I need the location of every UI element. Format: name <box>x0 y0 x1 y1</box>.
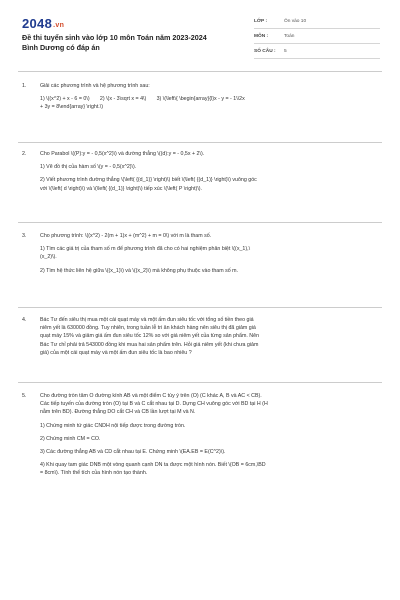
divider <box>18 142 382 143</box>
question-intro-line: Các tiếp tuyến của đường tròn (O) tại B và C cắt nhau tại D. Dựng CH vuông góc với BD tại H (H <box>40 401 268 408</box>
meta-row-subject <box>254 29 380 44</box>
sub-question-3: 3) Các đường thẳng AB và CD cắt nhau tại E. Chứng minh \(EA.EB = E(C^2)\). <box>40 449 226 456</box>
sub-question-4-continued: = 8cm\). Tính thể tích của hình nón tạo thành. <box>40 470 148 477</box>
divider <box>18 222 382 223</box>
meta-row-class <box>254 14 380 29</box>
exam-title <box>22 33 247 52</box>
question-line: Bác Tư chỉ phải trả 543000 đồng khi mua hai sản phẩm trên. Hỏi giá niêm yết (khi chưa giảm <box>40 341 259 348</box>
sub-question-2: 2) Tìm hệ thức liên hệ giữa \((x_1)\) và \((x_2)\) mà không phụ thuộc vào tham số m. <box>40 267 239 274</box>
header <box>0 0 400 68</box>
meta-label: LỚP : <box>254 18 268 24</box>
sub-question-2: 2) Chứng minh CM = CO. <box>40 435 101 442</box>
part-3: 3) \(\left\{ \begin{array}{l}x - y = - 1\\2x <box>156 96 245 103</box>
divider <box>18 382 382 383</box>
site-logo[interactable] <box>22 16 64 31</box>
question-body <box>40 232 376 275</box>
question-body <box>40 82 376 112</box>
question-number: 3. <box>22 233 27 239</box>
meta-label: SỐ CÂU : <box>254 48 276 54</box>
sub-question-4: 4) Khi quay tam giác DNB một vòng quanh cạnh DN ta được một hình nón. Biết \(OB = 6cm,\BD <box>40 462 266 469</box>
question-intro-line: nằm trên BD). Đường thẳng DO cắt CH và CB lần lượt tại M và N. <box>40 409 196 416</box>
question-line: niêm yết là 630000 đồng. Tuy nhiên, trong tuần lễ tri ân khách hàng nên siêu thị đã giảm giá <box>40 325 256 332</box>
meta-label: MÔN : <box>254 33 269 39</box>
question-intro: Giải các phương trình và hệ phương trình sau: <box>40 83 150 89</box>
sub-question-1: 1) Vẽ đồ thị của hàm số \(y = - 0,5(x^2)\). <box>40 164 137 171</box>
sub-question-2-continued: với \(\left( d \right)\) và \(\left( {(d_1)} \right)\) tiếp xúc \(\left( P \right)\). <box>40 185 203 192</box>
question-line: giá) của một cái quạt máy và một ấm đun siêu tốc là bao nhiêu ? <box>40 349 192 356</box>
question-number: 5. <box>22 393 27 399</box>
question-line: Bác Tư đến siêu thị mua một cái quạt máy và một ấm đun siêu tốc với tổng số tiền theo giá <box>40 317 254 323</box>
title-line-1: Đề thi tuyển sinh vào lớp 10 môn Toán năm 2023-2024 <box>22 33 207 42</box>
meta-row-count <box>254 44 380 59</box>
part-3-continued: + 3y = 8\end{array} \right.\) <box>40 104 104 111</box>
question-number: 2. <box>22 151 27 157</box>
sub-question-1: 1) Chứng minh tứ giác CNDH nội tiếp được trong đường tròn. <box>40 422 186 429</box>
part-1: 1) \((x^2) + x - 6 = 0\) <box>40 96 90 103</box>
question-intro: Cho Parabol \((P):y = - 0,5(x^2)\) và đường thẳng \((d):y = - 0,5x + 2\). <box>40 151 205 157</box>
meta-value: 5 <box>284 48 287 54</box>
meta-value: Ôn vào 10 <box>284 18 307 24</box>
part-2: 2) \(x - 3\sqrt x = 4\) <box>99 96 147 103</box>
meta-table <box>254 14 380 59</box>
divider <box>18 307 382 308</box>
question-intro-line: Cho đường tròn tâm O đường kính AB và một điểm C tùy ý trên (O) (C khác A, B và AC < CB). <box>40 393 262 399</box>
logo-main: 2048 <box>22 16 53 31</box>
sub-question-1-continued: (x_2)\). <box>40 254 57 261</box>
sub-question-2: 2) Viết phương trình đường thẳng \(\left( {(d_1)} \right)\) biết \(\left( {(d_1)} \right)\) vuông góc <box>40 177 257 184</box>
question-line: quạt máy 15% và giảm giá ấm đun siêu tốc 12% so với giá niêm yết của từng sản phẩm. Nên <box>40 333 260 340</box>
question-body <box>40 392 376 478</box>
question-intro: Cho phương trình: \((x^2) - 2(m + 1)x + (m^2) + m = 0\) với m là tham số. <box>40 233 212 239</box>
question-number: 1. <box>22 83 27 89</box>
divider <box>18 71 382 72</box>
title-line-2: Bình Dương có đáp án <box>22 42 100 52</box>
meta-value: Toán <box>284 33 295 39</box>
sub-question-1: 1) Tìm các giá trị của tham số m để phương trình đã cho có hai nghiệm phân biệt \((x_1),\ <box>40 246 251 253</box>
logo-tld: .vn <box>53 22 65 29</box>
question-parts <box>40 95 376 103</box>
question-body <box>40 316 376 357</box>
question-number: 4. <box>22 317 27 323</box>
question-body <box>40 150 376 193</box>
